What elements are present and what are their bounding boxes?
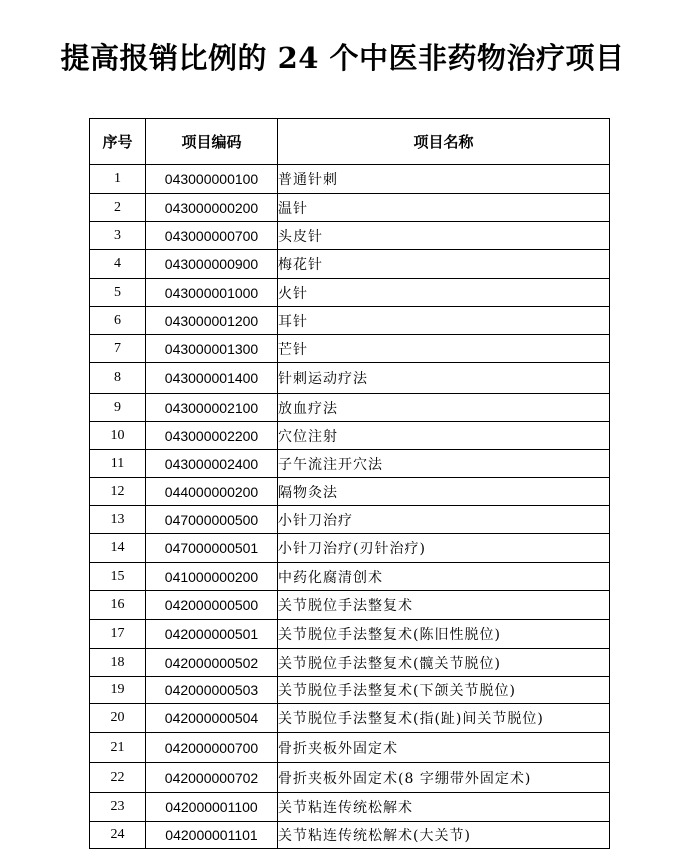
table-row [90, 620, 610, 649]
table-row [90, 165, 610, 194]
table-row [90, 478, 610, 506]
table-row [90, 307, 610, 335]
cell-serial-number: 12 [90, 478, 146, 506]
cell-item-name: 小针刀治疗 [278, 506, 610, 534]
table-row [90, 194, 610, 222]
cell-item-name: 关节脱位手法整复术(下颌关节脱位) [278, 677, 610, 704]
cell-serial-number: 10 [90, 422, 146, 450]
cell-item-name: 关节脱位手法整复术 [278, 591, 610, 620]
cell-item-code: 042000000502 [146, 649, 278, 677]
cell-item-name: 针刺运动疗法 [278, 363, 610, 394]
cell-item-code: 043000002100 [146, 394, 278, 422]
cell-item-name: 温针 [278, 194, 610, 222]
table-row [90, 591, 610, 620]
cell-item-name: 中药化腐清创术 [278, 563, 610, 591]
header-serial-number: 序号 [90, 119, 146, 165]
table-row [90, 793, 610, 822]
cell-serial-number: 6 [90, 307, 146, 335]
cell-item-name: 放血疗法 [278, 394, 610, 422]
cell-item-name: 关节粘连传统松解术(大关节) [278, 822, 610, 849]
cell-serial-number: 24 [90, 822, 146, 849]
table-row [90, 279, 610, 307]
cell-item-code: 043000000200 [146, 194, 278, 222]
cell-item-name: 关节脱位手法整复术(陈旧性脱位) [278, 620, 610, 649]
document-title: 提高报销比例的 24 个中医非药物治疗项目 [60, 41, 625, 75]
cell-item-name: 骨折夹板外固定术 [278, 733, 610, 763]
cell-serial-number: 5 [90, 279, 146, 307]
cell-item-code: 044000000200 [146, 478, 278, 506]
header-item-code: 项目编码 [146, 119, 278, 165]
cell-item-code: 047000000500 [146, 506, 278, 534]
cell-serial-number: 7 [90, 335, 146, 363]
cell-serial-number: 13 [90, 506, 146, 534]
cell-item-name: 小针刀治疗(刃针治疗) [278, 534, 610, 563]
cell-serial-number: 18 [90, 649, 146, 677]
cell-item-code: 042000000702 [146, 763, 278, 793]
table-row [90, 733, 610, 763]
table-row [90, 222, 610, 250]
table-row [90, 763, 610, 793]
cell-item-code: 042000000500 [146, 591, 278, 620]
cell-item-code: 043000000700 [146, 222, 278, 250]
table-row [90, 335, 610, 363]
cell-item-name: 芒针 [278, 335, 610, 363]
cell-item-name: 骨折夹板外固定术(8 字绷带外固定术) [278, 763, 610, 793]
cell-serial-number: 15 [90, 563, 146, 591]
cell-item-code: 043000000100 [146, 165, 278, 194]
cell-serial-number: 21 [90, 733, 146, 763]
cell-item-code: 042000000503 [146, 677, 278, 704]
cell-serial-number: 3 [90, 222, 146, 250]
cell-item-name: 头皮针 [278, 222, 610, 250]
cell-item-code: 041000000200 [146, 563, 278, 591]
cell-item-name: 梅花针 [278, 250, 610, 279]
table-row [90, 563, 610, 591]
table-body [90, 165, 610, 849]
cell-item-name: 关节脱位手法整复术(指(趾)间关节脱位) [278, 704, 610, 733]
table-row [90, 450, 610, 478]
table-row [90, 363, 610, 394]
cell-serial-number: 1 [90, 165, 146, 194]
cell-item-name: 关节粘连传统松解术 [278, 793, 610, 822]
cell-item-code: 043000001400 [146, 363, 278, 394]
cell-serial-number: 23 [90, 793, 146, 822]
table-header-row [90, 119, 610, 165]
table-row [90, 649, 610, 677]
cell-item-code: 042000000501 [146, 620, 278, 649]
table-row [90, 704, 610, 733]
table-row [90, 822, 610, 849]
cell-item-code: 043000002200 [146, 422, 278, 450]
table-row [90, 394, 610, 422]
cell-item-code: 043000000900 [146, 250, 278, 279]
cell-item-name: 耳针 [278, 307, 610, 335]
cell-item-code: 042000001100 [146, 793, 278, 822]
cell-serial-number: 17 [90, 620, 146, 649]
table-row [90, 534, 610, 563]
cell-item-code: 042000000504 [146, 704, 278, 733]
cell-item-name: 隔物灸法 [278, 478, 610, 506]
cell-item-code: 043000002400 [146, 450, 278, 478]
header-item-name: 项目名称 [278, 119, 610, 165]
cell-item-code: 043000001000 [146, 279, 278, 307]
cell-serial-number: 19 [90, 677, 146, 704]
table-row [90, 506, 610, 534]
cell-serial-number: 8 [90, 363, 146, 394]
cell-serial-number: 14 [90, 534, 146, 563]
cell-item-code: 043000001200 [146, 307, 278, 335]
cell-serial-number: 9 [90, 394, 146, 422]
cell-item-name: 子午流注开穴法 [278, 450, 610, 478]
treatment-items-table [89, 118, 610, 849]
cell-item-name: 火针 [278, 279, 610, 307]
cell-serial-number: 22 [90, 763, 146, 793]
cell-item-name: 普通针刺 [278, 165, 610, 194]
cell-serial-number: 20 [90, 704, 146, 733]
cell-item-name: 关节脱位手法整复术(髋关节脱位) [278, 649, 610, 677]
cell-item-code: 047000000501 [146, 534, 278, 563]
cell-item-code: 042000000700 [146, 733, 278, 763]
table-row [90, 677, 610, 704]
cell-item-name: 穴位注射 [278, 422, 610, 450]
cell-serial-number: 4 [90, 250, 146, 279]
cell-serial-number: 2 [90, 194, 146, 222]
cell-item-code: 043000001300 [146, 335, 278, 363]
table-row [90, 422, 610, 450]
table-row [90, 250, 610, 279]
cell-serial-number: 11 [90, 450, 146, 478]
cell-serial-number: 16 [90, 591, 146, 620]
cell-item-code: 042000001101 [146, 822, 278, 849]
